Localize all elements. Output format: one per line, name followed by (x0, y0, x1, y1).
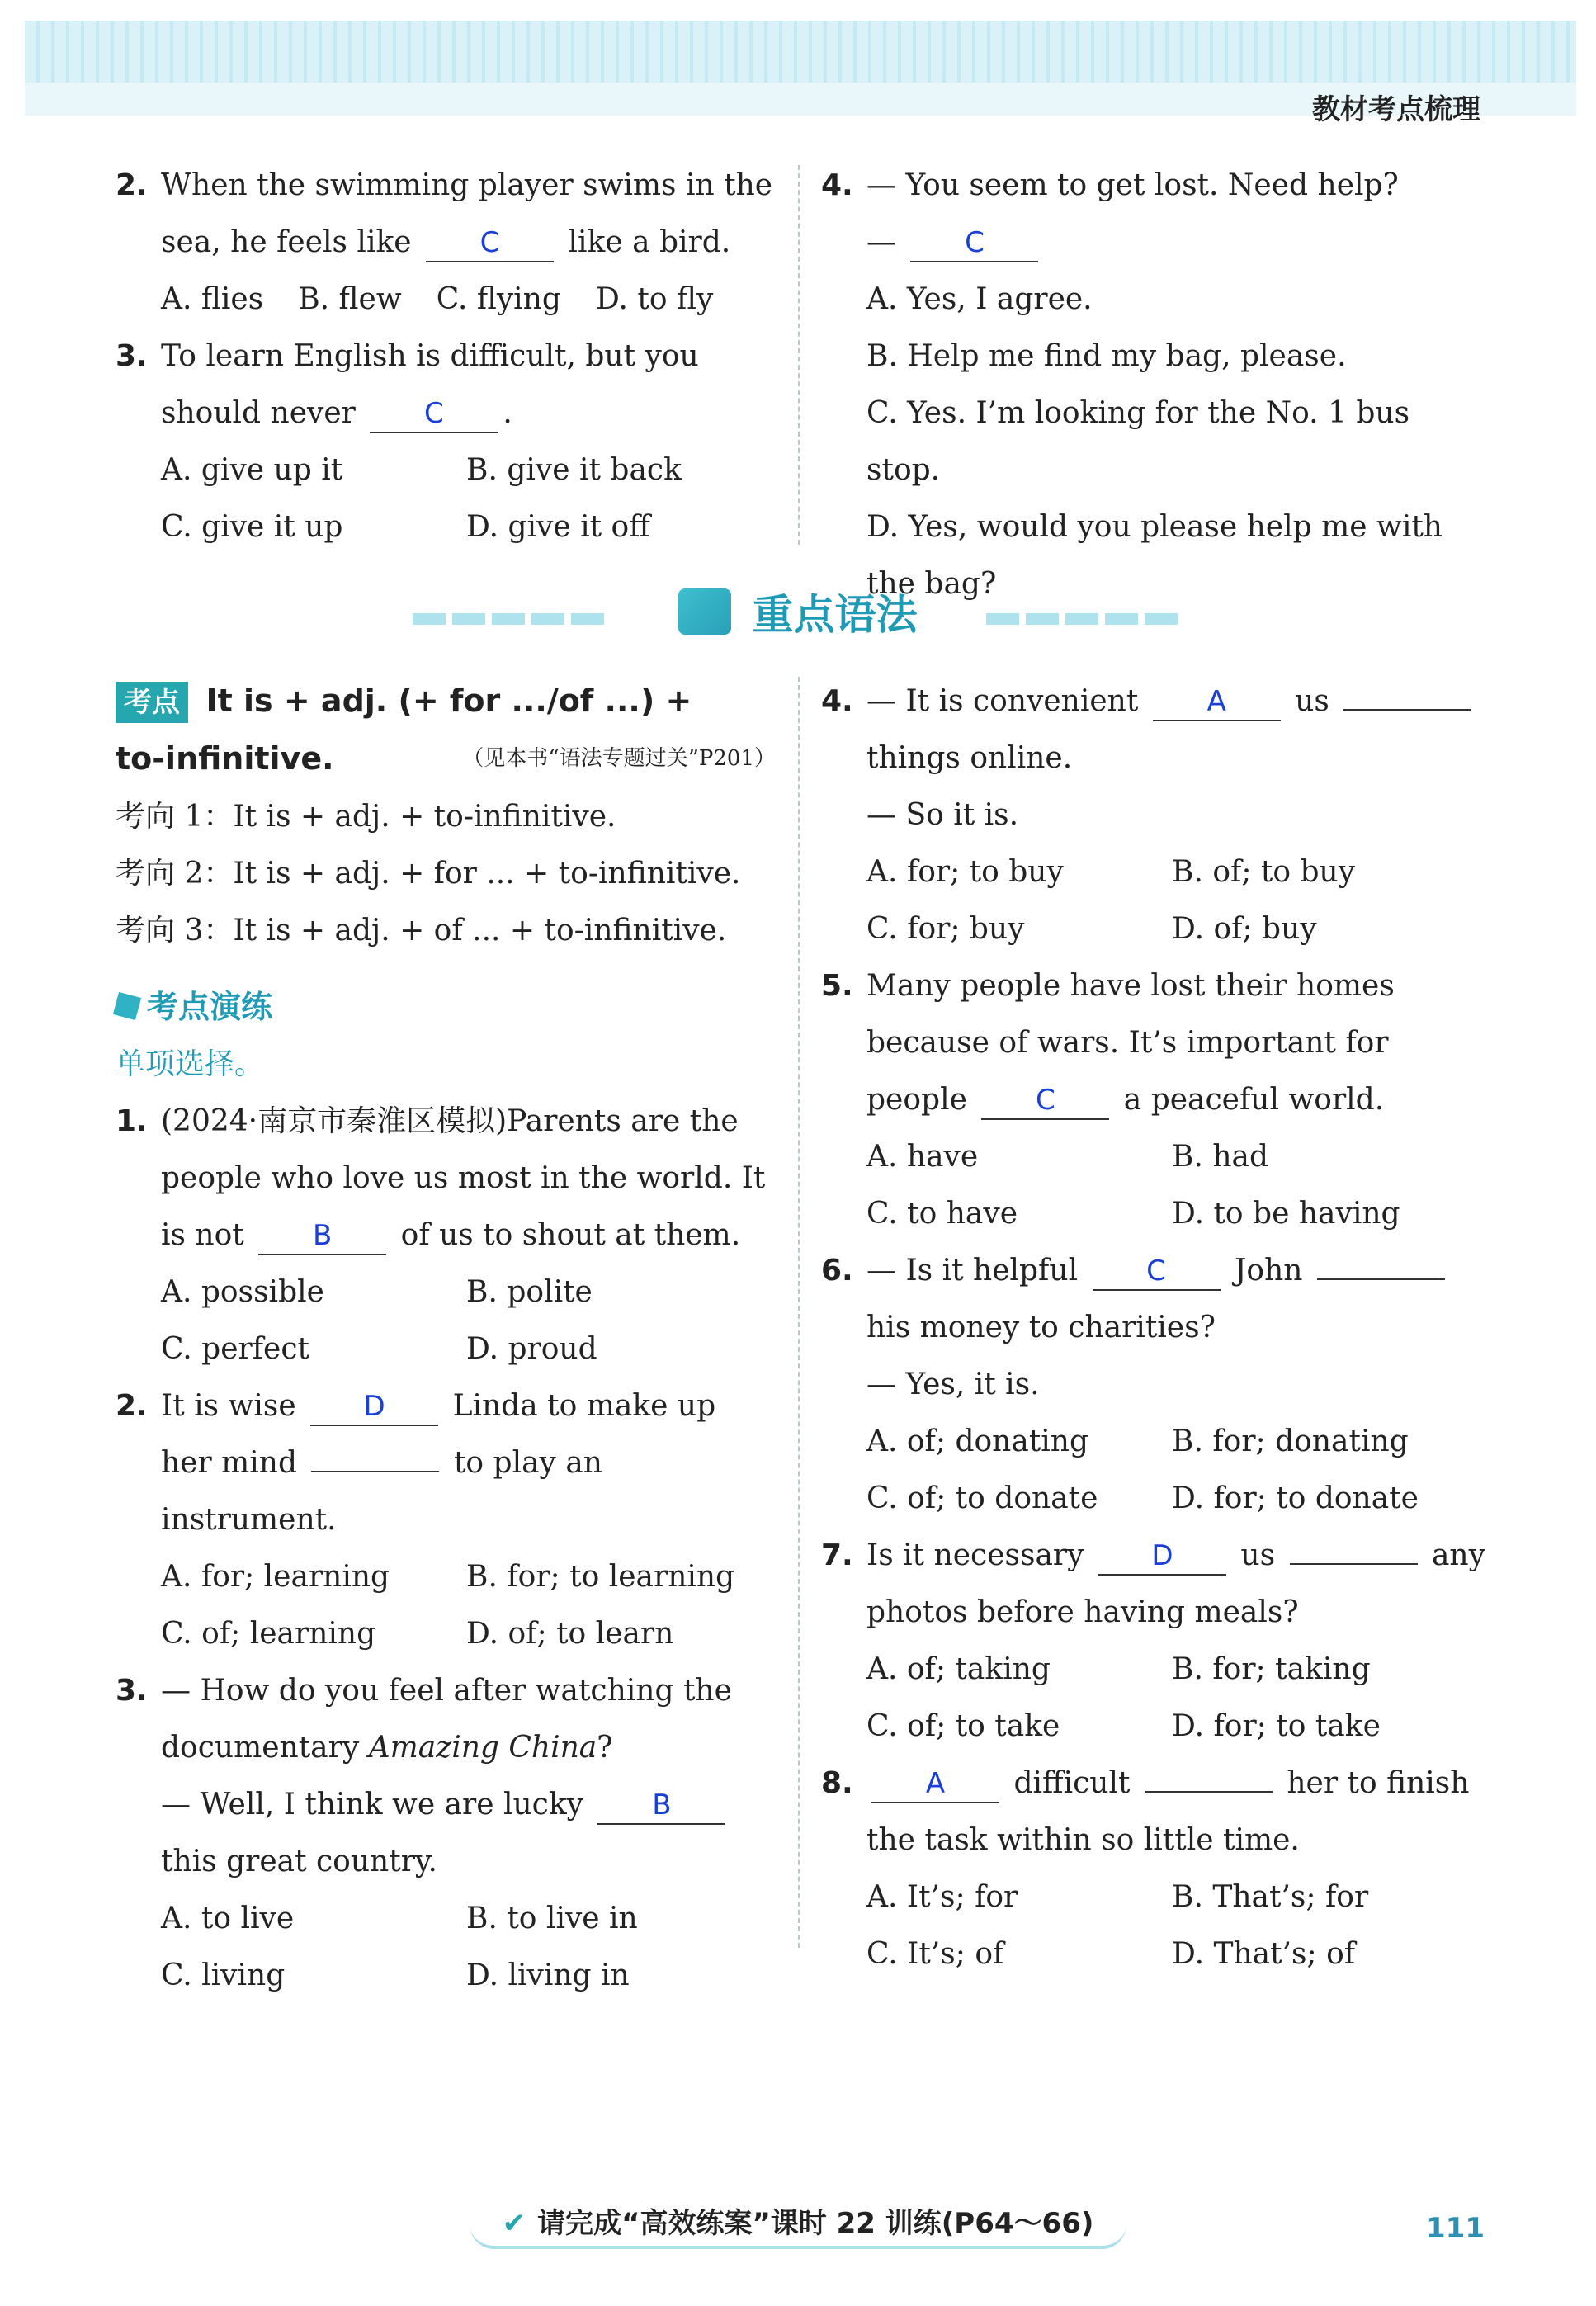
question-number: 3. (116, 1674, 148, 1708)
question-4-top (821, 157, 1490, 214)
options-grid (821, 1413, 1490, 1527)
question-stem-mid: Linda to make up her mind (161, 1389, 716, 1480)
answer-blank: D (310, 1388, 438, 1426)
option-a: A. have (866, 1140, 979, 1174)
question-stem-end: a peaceful world. (1123, 1083, 1385, 1117)
question-2-top (116, 157, 776, 271)
practice-title (116, 979, 776, 1036)
question-stem-mid: us (1240, 1538, 1276, 1572)
answer-blank: D (1098, 1538, 1226, 1576)
question-2 (116, 1377, 776, 1548)
question-stem: — Is it helpful (866, 1254, 1079, 1288)
question-number: 7. (821, 1538, 853, 1572)
options-grid (821, 843, 1490, 957)
direction-2: 考向 2：It is + adj. + for ... + to-infinitive. (116, 857, 741, 891)
question-3 (116, 1662, 776, 1776)
question-stem: — How do you feel after watching the documentary (161, 1674, 732, 1765)
section-title-text: 重点语法 (752, 591, 918, 639)
section-title (0, 582, 1596, 648)
question-stem: Many people have lost their homes because of wars. It’s important for people (866, 969, 1395, 1117)
check-icon: ✔ (502, 2207, 526, 2240)
page-header-title: 教材考点梳理 (1312, 93, 1480, 126)
option-a: A. for; learning (161, 1560, 390, 1594)
option-c: C. Yes. I’m looking for the No. 1 bus stop. (866, 396, 1410, 487)
option-b: B. That’s; for (1172, 1880, 1369, 1914)
option-c: C. of; to take (866, 1709, 1060, 1743)
kaodian-heading (116, 673, 776, 730)
option-a: A. flies (161, 282, 264, 316)
option-a: A. possible (161, 1275, 324, 1309)
answer-blank: B (258, 1217, 386, 1255)
options-grid (116, 1264, 776, 1377)
question-stem-end: his money to charities? (866, 1311, 1216, 1344)
answer-blank: C (981, 1082, 1109, 1120)
kaodian-reference: （见本书“语法专题过关”P201） (462, 746, 776, 771)
option-a: A. give up it (161, 453, 343, 487)
options-row (116, 271, 776, 328)
column-divider-top (798, 165, 800, 545)
option-c: C. to have (866, 1197, 1018, 1231)
question-6 (821, 1242, 1490, 1356)
reply-text-end: this great country. (161, 1845, 437, 1878)
question-stem-end: of us to shout at them. (400, 1218, 741, 1252)
options-grid (821, 1641, 1490, 1755)
empty-blank (1343, 709, 1471, 711)
column-divider-main (798, 677, 800, 1948)
footer-text: 请完成“高效练案”课时 22 训练(P64～66) (537, 2207, 1094, 2240)
question-3-top (116, 328, 776, 442)
question-1 (116, 1093, 776, 1264)
question-stem: (2024·南京市秦淮区模拟)Parents are the people who love us most in the world. It is not (161, 1104, 766, 1252)
question-number: 4. (821, 168, 853, 202)
question-number: 3. (116, 339, 148, 373)
option-d: D. for; to take (1172, 1709, 1381, 1743)
footer-pill (470, 2195, 1127, 2249)
right-main-column (821, 673, 1490, 1982)
dash: — (866, 225, 896, 259)
options-grid (821, 1128, 1490, 1242)
question-4 (821, 673, 1490, 787)
option-a: A. of; taking (866, 1652, 1051, 1686)
option-d: D. That’s; of (1172, 1937, 1356, 1971)
question-stem-mid: us (1295, 684, 1329, 718)
option-c: C. It’s; of (866, 1937, 1004, 1971)
option-c: C. of; learning (161, 1617, 376, 1651)
option-d: D. living in (466, 1959, 630, 1992)
question-number: 4. (821, 684, 853, 718)
option-d: D. for; to donate (1172, 1481, 1419, 1515)
page-number: 111 (1426, 2212, 1485, 2245)
answer-blank: C (1093, 1253, 1221, 1291)
question-number: 8. (821, 1766, 853, 1800)
option-b: B. Help me find my bag, please. (866, 339, 1347, 373)
option-b: B. for; to learning (466, 1560, 735, 1594)
question-7 (821, 1527, 1490, 1641)
question-5 (821, 957, 1490, 1128)
answer-blank: C (370, 395, 498, 433)
question-stem-end: her to finish the task within so little time. (866, 1766, 1470, 1857)
question-number: 2. (116, 168, 148, 202)
title-decor-right (986, 613, 1184, 625)
direction-3: 考向 3：It is + adj. + of ... + to-infinitive. (116, 914, 727, 947)
options-grid (116, 1548, 776, 1662)
top-left-column (116, 157, 776, 555)
answer-blank: C (910, 224, 1038, 262)
option-c: C. of; to donate (866, 1481, 1098, 1515)
option-b: B. of; to buy (1172, 855, 1356, 889)
option-b: B. to live in (466, 1902, 638, 1935)
option-b: B. give it back (466, 453, 682, 487)
question-stem: — It is convenient (866, 684, 1139, 718)
reply-text: — Yes, it is. (866, 1368, 1040, 1401)
reply-text: — Well, I think we are lucky (161, 1788, 583, 1822)
question-number: 1. (116, 1104, 148, 1138)
option-b: B. for; donating (1172, 1425, 1409, 1458)
option-d: D. to fly (595, 282, 714, 316)
option-c: C. living (161, 1959, 286, 1992)
option-c: C. give it up (161, 510, 343, 544)
option-a: A. for; to buy (866, 855, 1064, 889)
answer-blank: B (597, 1787, 725, 1825)
option-c: C. for; buy (866, 912, 1025, 946)
reply-text: — So it is. (866, 798, 1019, 832)
option-d: D. give it off (466, 510, 650, 544)
direction-1: 考向 1：It is + adj. + to-infinitive. (116, 800, 616, 834)
top-right-column (821, 157, 1490, 612)
options-grid (116, 1890, 776, 2004)
empty-blank (1290, 1563, 1418, 1565)
question-stem-end: things online. (866, 741, 1073, 775)
question-stem: It is wise (161, 1389, 296, 1423)
answer-blank: A (871, 1765, 999, 1803)
question-number: 6. (821, 1254, 853, 1288)
question-stem-end: like a bird. (568, 225, 731, 259)
option-c: C. perfect (161, 1332, 309, 1366)
option-a: A. It’s; for (866, 1880, 1018, 1914)
question-stem-end: . (503, 396, 512, 430)
question-8 (821, 1755, 1490, 1869)
reply-line (116, 1776, 776, 1890)
option-d: D. to be having (1172, 1197, 1400, 1231)
reply-line (821, 214, 1490, 271)
question-stem: — You seem to get lost. Need help? (866, 168, 1399, 202)
footer (0, 2195, 1596, 2249)
option-c: C. flying (436, 282, 561, 316)
answer-blank: C (426, 224, 554, 262)
title-decor-left (413, 613, 611, 625)
kaodian-heading-line2 (116, 730, 776, 788)
question-stem-mid: difficult (1013, 1766, 1131, 1800)
kaodian-text: It is + adj. (+ for .../of ...) + (205, 683, 692, 719)
option-b: B. for; taking (1172, 1652, 1371, 1686)
left-main-column (116, 673, 776, 2004)
option-a: A. to live (161, 1902, 295, 1935)
options-grid (116, 442, 776, 555)
empty-blank (1317, 1278, 1445, 1280)
option-d: D. Yes, would you please help me with the bag? (866, 510, 1443, 601)
option-d: D. of; buy (1172, 912, 1317, 946)
option-a: A. of; donating (866, 1425, 1089, 1458)
kaodian-tag: 考点 (116, 682, 188, 723)
empty-blank (311, 1471, 439, 1472)
question-number: 2. (116, 1389, 148, 1423)
option-a: A. Yes, I agree. (866, 282, 1093, 316)
answer-blank: A (1153, 683, 1281, 721)
documentary-title: Amazing China (368, 1731, 597, 1765)
instruction: 单项选择。 (116, 1047, 265, 1081)
question-stem: To learn English is difficult, but you should never (161, 339, 699, 430)
option-b: B. polite (466, 1275, 593, 1309)
question-mark: ? (597, 1731, 613, 1765)
option-b: B. had (1172, 1140, 1269, 1174)
question-stem: When the swimming player swims in the sea, he feels like (161, 168, 773, 259)
question-stem-end: to play an instrument. (161, 1446, 602, 1537)
empty-blank (1145, 1791, 1273, 1793)
question-stem-mid: John (1234, 1254, 1303, 1288)
question-number: 5. (821, 969, 853, 1003)
question-stem: Is it necessary (866, 1538, 1084, 1572)
options-grid (821, 1869, 1490, 1982)
books-icon (678, 588, 731, 635)
option-b: B. flew (298, 282, 402, 316)
kaodian-text-2: to-infinitive. (116, 740, 334, 777)
question-stem-end: any photos before having meals? (866, 1538, 1485, 1629)
option-d: D. proud (466, 1332, 597, 1366)
cube-icon (113, 992, 141, 1020)
option-d: D. of; to learn (466, 1617, 674, 1651)
practice-title-text: 考点演练 (147, 989, 273, 1025)
